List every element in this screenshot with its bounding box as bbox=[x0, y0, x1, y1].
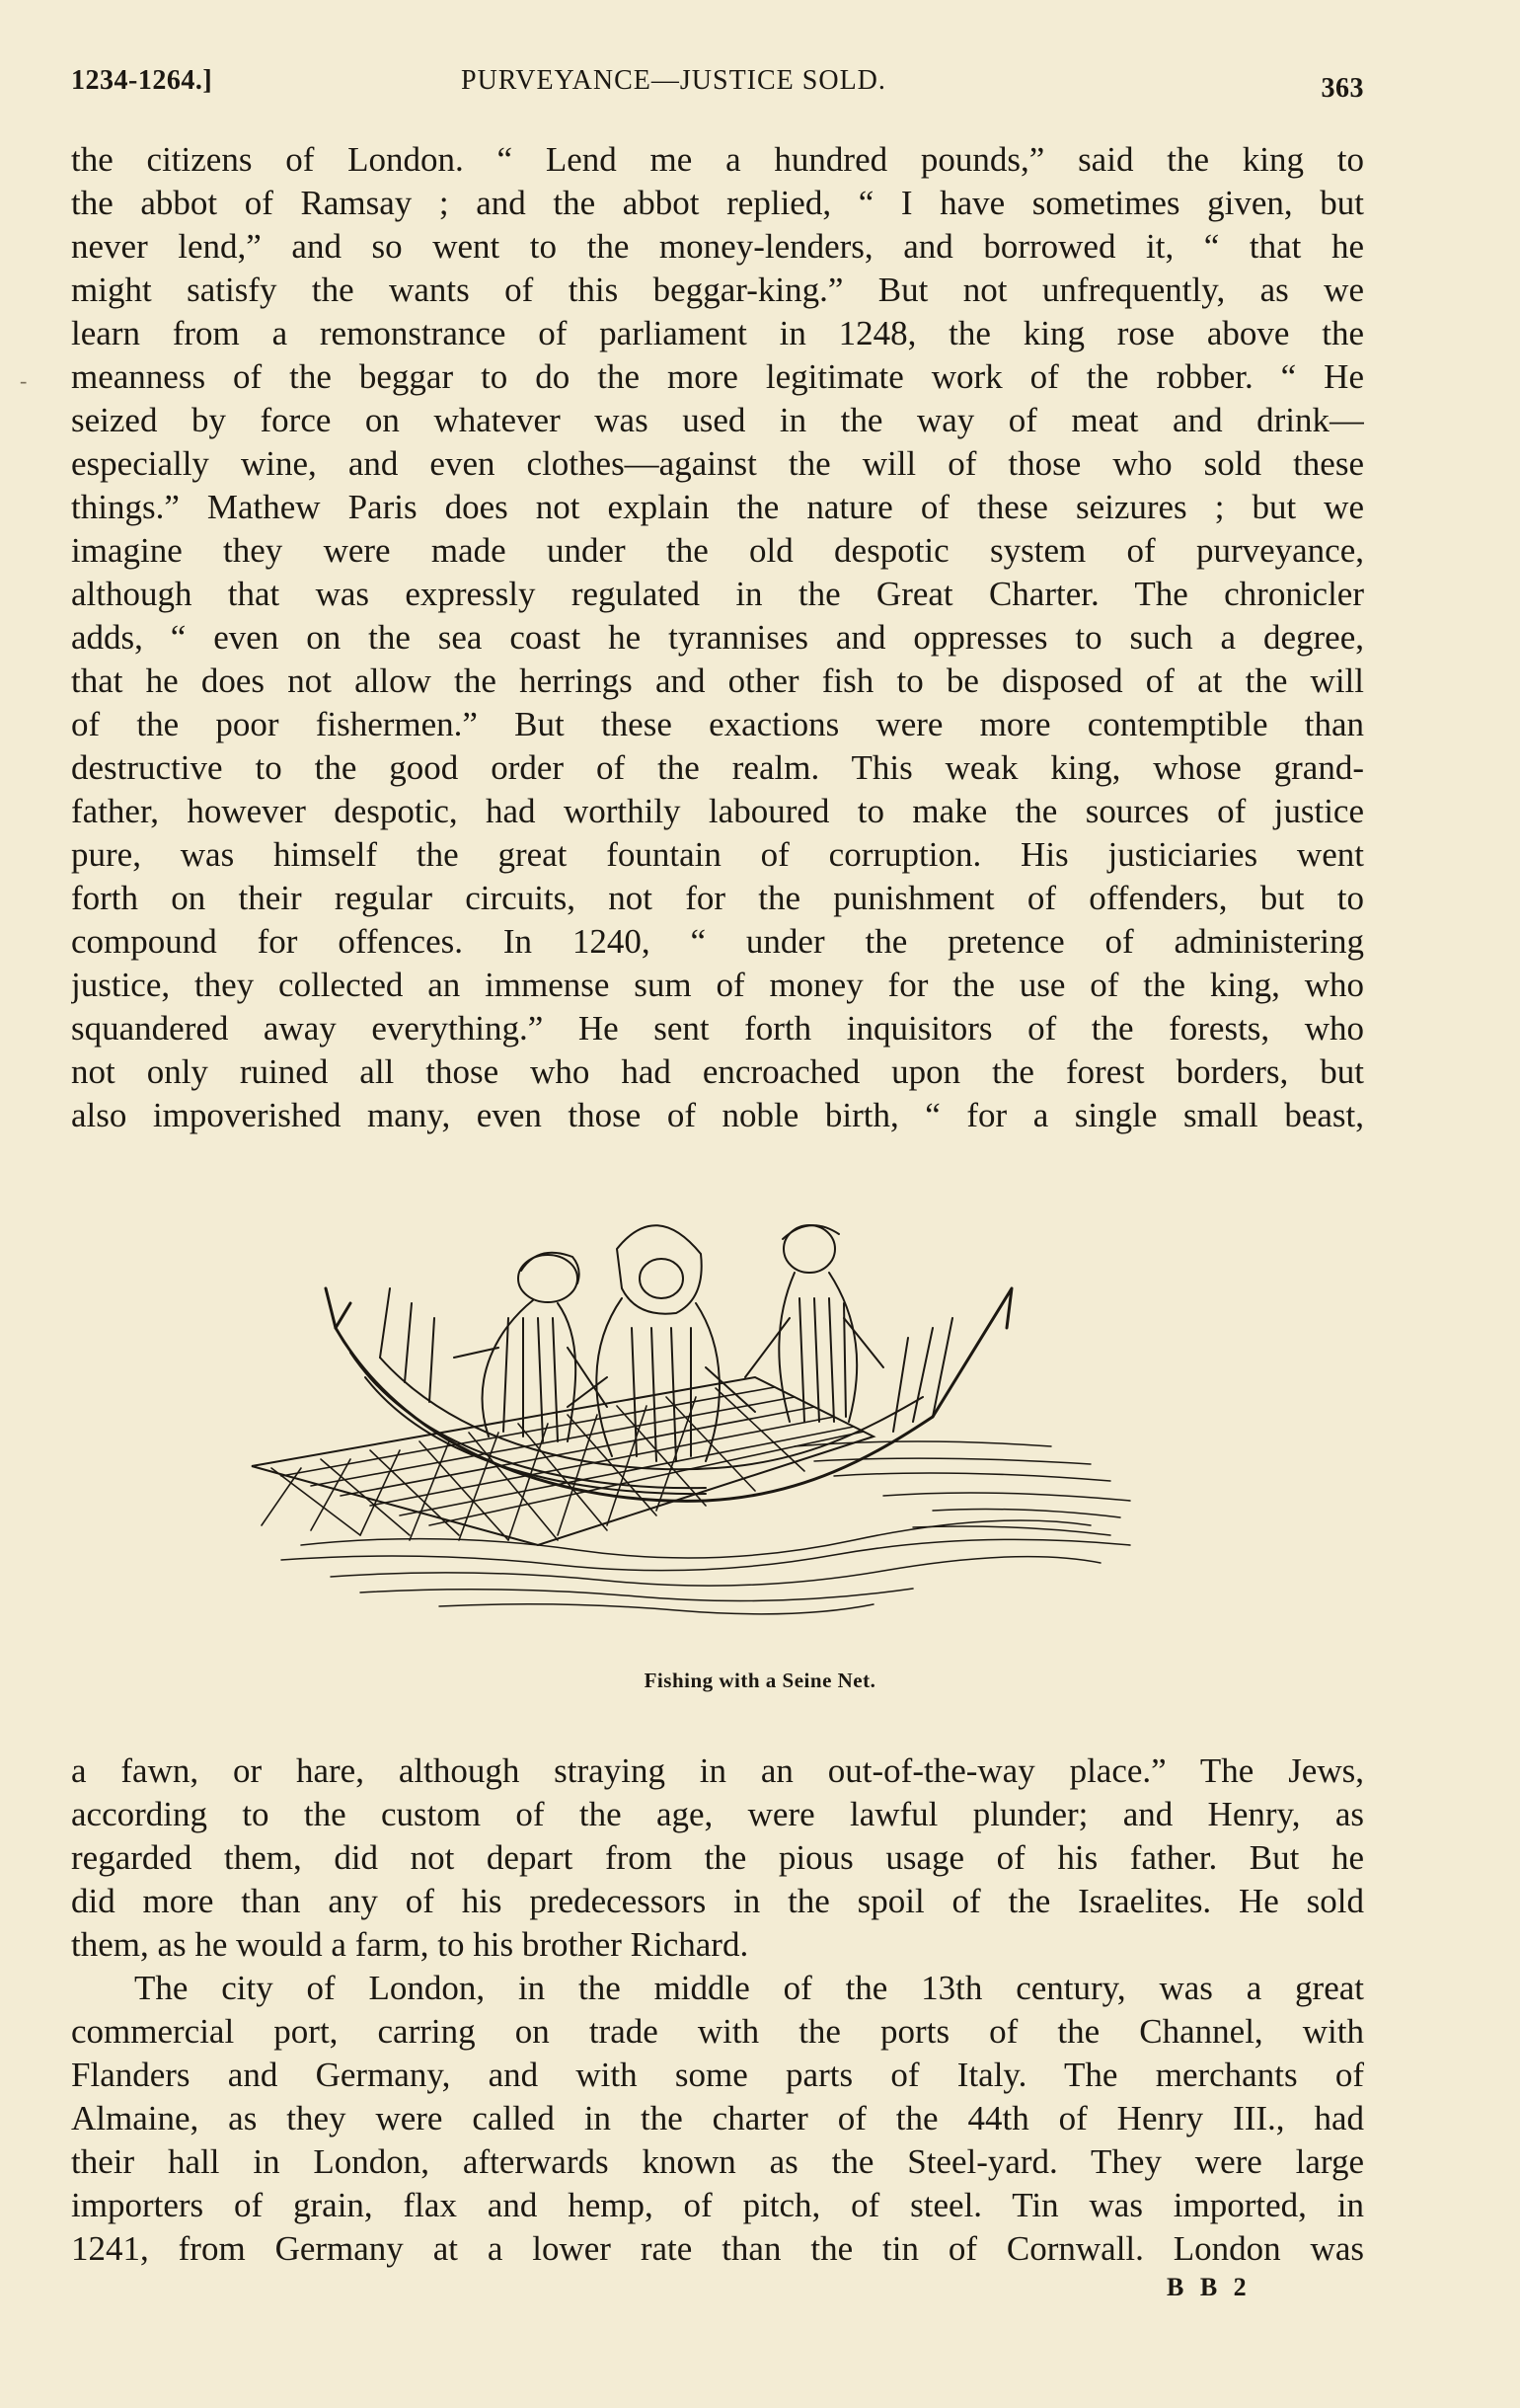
text-line: that he does not allow the herrings and other fish to be disposed of at the will bbox=[71, 661, 1364, 700]
text-line: although that was expressly regulated in the Great Charter. The chronicler bbox=[71, 575, 1364, 613]
text-line: of the poor fishermen.” But these exactions were more contemptible than bbox=[71, 705, 1364, 743]
body-text-bottom bbox=[71, 1749, 1364, 2271]
text-line: adds, “ even on the sea coast he tyrannises and oppresses to such a degree, bbox=[71, 618, 1364, 657]
header-date-range: 1234-1264.] bbox=[71, 65, 213, 96]
text-line: pure, was himself the great fountain of corruption. His justiciaries went bbox=[71, 835, 1364, 874]
boat-gunwale bbox=[380, 1358, 923, 1469]
fisherman-right bbox=[745, 1225, 883, 1422]
text-line: The city of London, in the middle of the 13th century, was a great bbox=[134, 1969, 1364, 2007]
text-line: them, as he would a farm, to his brother Richard. bbox=[71, 1925, 749, 1964]
text-line: Almaine, as they were called in the charter of the 44th of Henry III., had bbox=[71, 2099, 1364, 2137]
text-line: imagine they were made under the old despotic system of purveyance, bbox=[71, 531, 1364, 570]
text-line: 1241, from Germany at a lower rate than the tin of Cornwall. London was bbox=[71, 2229, 1364, 2268]
header-title: PURVEYANCE—JUSTICE SOLD. bbox=[461, 65, 886, 96]
text-line: according to the custom of the age, were lawful plunder; and Henry, as bbox=[71, 1795, 1364, 1833]
text-line: justice, they collected an immense sum of money for the use of the king, who bbox=[71, 966, 1364, 1004]
text-line: the abbot of Ramsay ; and the abbot replied, “ I have sometimes given, but bbox=[71, 184, 1364, 222]
running-header bbox=[71, 61, 1364, 105]
text-line: squandered away everything.” He sent forth inquisitors of the forests, who bbox=[71, 1009, 1364, 1048]
text-line: seized by force on whatever was used in the way of meat and drink— bbox=[71, 401, 1364, 439]
text-line: especially wine, and even clothes—against the will of those who sold these bbox=[71, 444, 1364, 483]
text-line: not only ruined all those who had encroached upon the forest borders, but bbox=[71, 1052, 1364, 1091]
text-line: regarded them, did not depart from the pious usage of his father. But he bbox=[71, 1838, 1364, 1877]
text-line: the citizens of London. “ Lend me a hundred pounds,” said the king to bbox=[71, 140, 1364, 179]
text-line: meanness of the beggar to do the more legitimate work of the robber. “ He bbox=[71, 357, 1364, 396]
page-number: 363 bbox=[1321, 73, 1364, 104]
text-line: forth on their regular circuits, not for the punishment of offenders, but to bbox=[71, 879, 1364, 917]
signature-mark: B B 2 bbox=[1167, 2273, 1252, 2301]
fishing-illustration bbox=[242, 1209, 1189, 1644]
text-line: learn from a remonstrance of parliament in 1248, the king rose above the bbox=[71, 314, 1364, 352]
text-line: never lend,” and so went to the money-lenders, and borrowed it, “ that he bbox=[71, 227, 1364, 266]
text-line: might satisfy the wants of this beggar-king.” But not unfrequently, as we bbox=[71, 271, 1364, 309]
body-text-top bbox=[71, 138, 1364, 1137]
text-line: things.” Mathew Paris does not explain the nature of these seizures ; but we bbox=[71, 488, 1364, 526]
text-line: commercial port, carring on trade with the ports of the Channel, with bbox=[71, 2012, 1364, 2051]
figure-caption: Fishing with a Seine Net. bbox=[644, 1669, 876, 1692]
text-line: compound for offences. In 1240, “ under the pretence of administering bbox=[71, 922, 1364, 961]
text-line: also impoverished many, even those of noble birth, “ for a single small beast, bbox=[71, 1096, 1364, 1134]
text-line: their hall in London, afterwards known as the Steel-yard. They were large bbox=[71, 2142, 1364, 2181]
fisherman-hooded bbox=[568, 1225, 755, 1461]
text-line: father, however despotic, had worthily laboured to make the sources of justice bbox=[71, 792, 1364, 830]
text-line: did more than any of his predecessors in the spoil of the Israelites. He sold bbox=[71, 1882, 1364, 1920]
boat-stern bbox=[326, 1288, 350, 1328]
text-line: destructive to the good order of the realm. This weak king, whose grand- bbox=[71, 748, 1364, 787]
seine-net bbox=[252, 1377, 874, 1545]
text-line: a fawn, or hare, although straying in an out-of-the-way place.” The Jews, bbox=[71, 1751, 1364, 1790]
text-line: importers of grain, flax and hemp, of pitch, of steel. Tin was imported, in bbox=[71, 2186, 1364, 2224]
text-line: Flanders and Germany, and with some parts of Italy. The merchants of bbox=[71, 2056, 1364, 2094]
margin-mark: - bbox=[20, 368, 28, 393]
fisherman-left bbox=[454, 1253, 607, 1441]
